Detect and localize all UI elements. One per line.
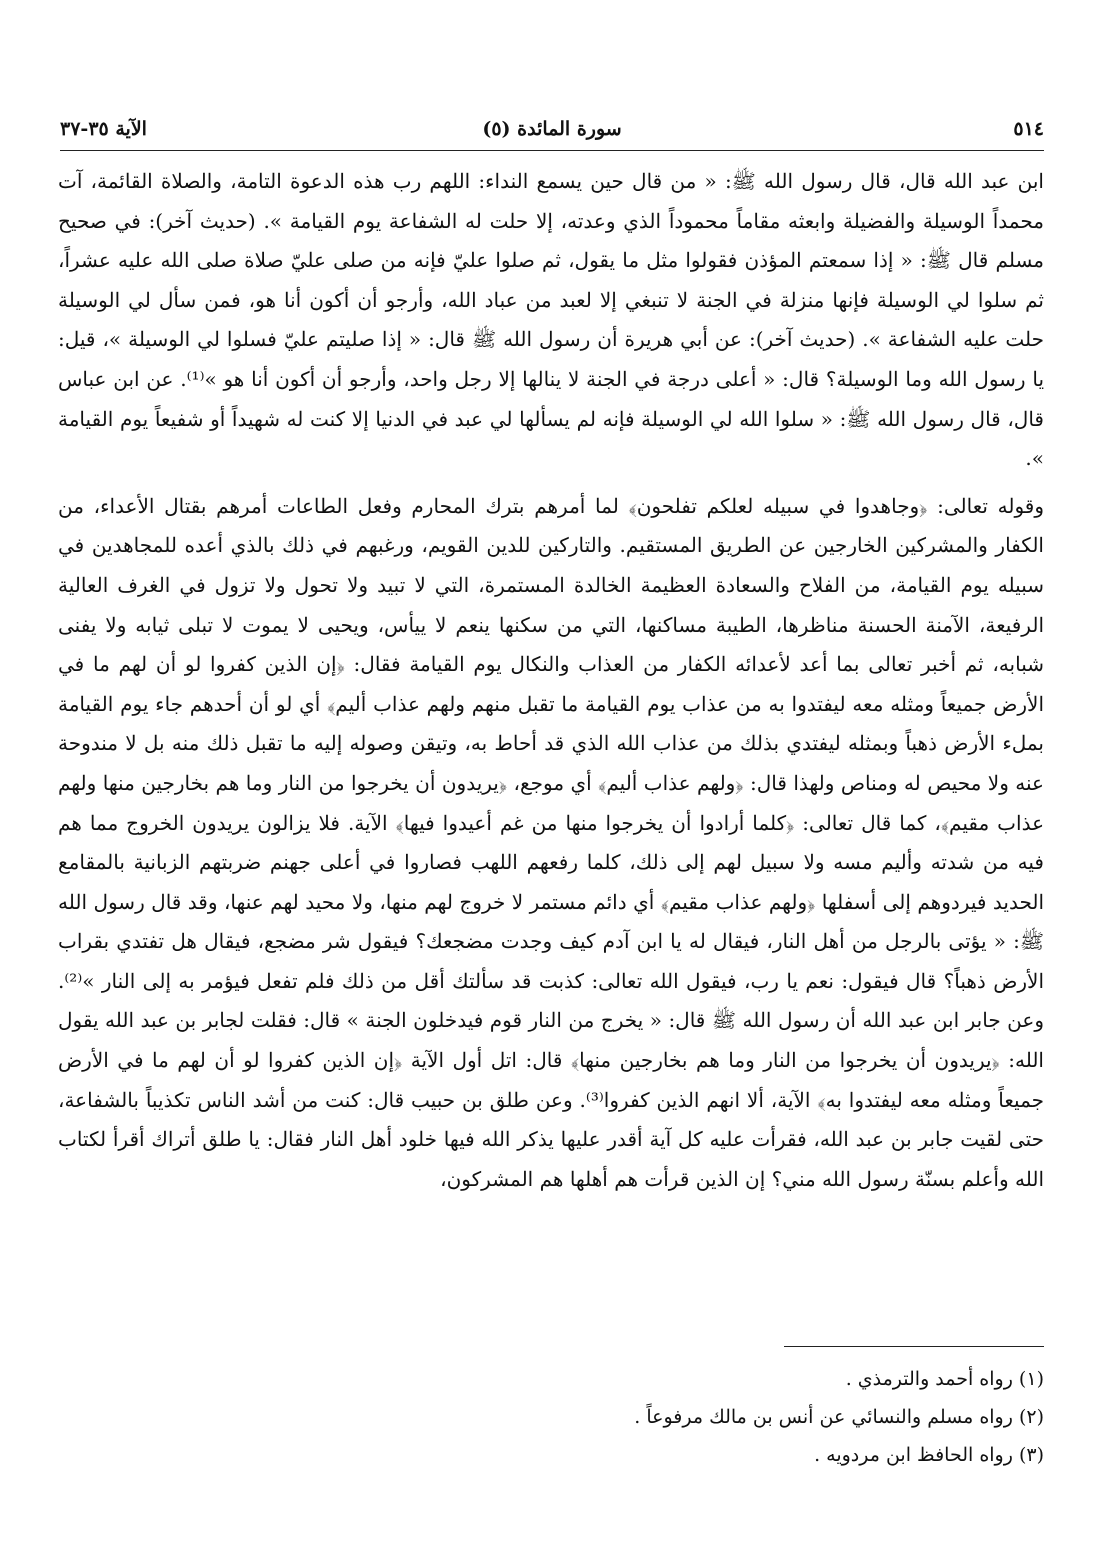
main-text [58,162,1044,1199]
footnote: (١) رواه أحمد والترمذي . [845,1368,1044,1390]
page-number: ٥١٤ [1013,118,1044,140]
sura-title: (٥) سورة المائدة [482,118,622,140]
paragraph: ابن عبد الله قال، قال رسول الله ﷺ: « من قال حين يسمع النداء: اللهم رب هذه الدعوة التامة، والصلاة القائمة، آت محمداً الوسيلة والفضيلة وابعثه مقاماً محموداً الذي وعدته، إلا حلت له الشفاعة يوم القيامة ». (حديث آخر): في صحيح مسلم قال ﷺ: « إذا سمعتم المؤذن فقولوا مثل ما يقول، ثم صلوا عليّ فإنه من صلى عليّ صلاة صلى الله عليه عشراً، ثم سلوا لي الوسيلة فإنها منزلة في الجنة لا تنبغي إلا لعبد من عباد الله، وأرجو أن أكون أنا هو، فمن سأل لي الوسيلة حلت عليه الشفاعة ». (حديث آخر): عن أبي هريرة أن رسول الله ﷺ قال: « إذا صليتم عليّ فسلوا لي الوسيلة »، قيل: يا رسول الله وما الوسيلة؟ قال: « أعلى درجة في الجنة لا ينالها إلا رجل واحد، وأرجو أن أكون أنا هو »⁽¹⁾. عن ابن عباس قال، قال رسول الله ﷺ: « سلوا الله لي الوسيلة فإنه لم يسألها لي عبد في الدنيا إلا كنت له شهيداً أو شفيعاً يوم القيامة ». [58,169,1045,471]
page-header [60,118,1044,150]
paragraph: وقوله تعالى: ﴿وجاهدوا في سبيله لعلكم تفلحون﴾ لما أمرهم بترك المحارم وفعل الطاعات أمرهم بقتال الأعداء، من الكفار والمشركين الخارجين عن الطريق المستقيم. والتاركين للدين القويم، ورغبهم في ذلك بالذي أعده للمجاهدين في سبيله يوم القيامة، من الفلاح والسعادة العظيمة الخالدة المستمرة، التي لا تبيد ولا تحول ولا تزول في الغرف العالية الرفيعة، الآمنة الحسنة مناظرها، الطيبة مساكنها، التي من سكنها ينعم لا ييأس، ويحيى لا يموت لا تبلى ثيابه ولا يفنى شبابه، ثم أخبر تعالى بما أعد لأعدائه الكفار من العذاب والنكال يوم القيامة فقال: ﴿إن الذين كفروا لو أن لهم ما في الأرض جميعاً ومثله معه ليفتدوا به من عذاب يوم القيامة ما تقبل منهم ولهم عذاب أليم﴾ أي لو أن أحدهم جاء يوم القيامة بملء الأرض ذهباً وبمثله ليفتدي بذلك من عذاب الله الذي قد أحاط به، وتيقن وصوله إليه ما تقبل ذلك منه بل لا مندوحة عنه ولا محيص له ومناص ولهذا قال: ﴿ولهم عذاب أليم﴾ أي موجع، ﴿يريدون أن يخرجوا من النار وما هم بخارجين منها ولهم عذاب مقيم﴾، كما قال تعالى: ﴿كلما أرادوا أن يخرجوا منها من غم أعيدوا فيها﴾ الآية. فلا يزالون يريدون الخروج مما هم فيه من شدته وأليم مسه ولا سبيل لهم إلى ذلك، كلما رفعهم اللهب فصاروا في أعلى جهنم ضربتهم الزبانية بالمقامع الحديد فيردوهم إلى أسفلها ﴿ولهم عذاب مقيم﴾ أي دائم مستمر لا خروج لهم منها، ولا محيد لهم عنها، وقد قال رسول الله ﷺ: « يؤتى بالرجل من أهل النار، فيقال له يا ابن آدم كيف وجدت مضجعك؟ فيقول شر مضجع، فيقال هل تفتدي بقراب الأرض ذهباً؟ قال فيقول: نعم يا رب، فيقول الله تعالى: كذبت قد سألتك أقل من ذلك فلم تفعل فيؤمر به إلى النار »⁽²⁾. وعن جابر ابن عبد الله أن رسول الله ﷺ قال: « يخرج من النار قوم فيدخلون الجنة » قال: فقلت لجابر بن عبد الله يقول الله: ﴿يريدون أن يخرجوا من النار وما هم بخارجين منها﴾ قال: اتل أول الآية ﴿إن الذين كفروا لو أن لهم ما في الأرض جميعاً ومثله معه ليفتدوا به﴾ الآية، ألا انهم الذين كفروا⁽³⁾. وعن طلق بن حبيب قال: كنت من أشد الناس تكذيباً بالشفاعة، حتى لقيت جابر بن عبد الله، فقرأت عليه كل آية أقدر عليها يذكر الله فيها خلود أهل النار فقال: يا طلق أتراك أقرأ لكتاب الله وأعلم بسنّة رسول الله مني؟ إن الذين قرأت هم أهلها هم المشركون، [58,493,1045,1191]
footnote: (٣) رواه الحافظ ابن مردويه . [814,1444,1044,1466]
ayah-range: الآية ٣٥-٣٧ [60,118,147,140]
header-divider [60,150,1044,151]
footnote-divider [784,1346,1044,1347]
footnote: (٢) رواه مسلم والنسائي عن أنس بن مالك مرفوعاً . [634,1406,1044,1428]
footnotes [60,1360,1044,1474]
